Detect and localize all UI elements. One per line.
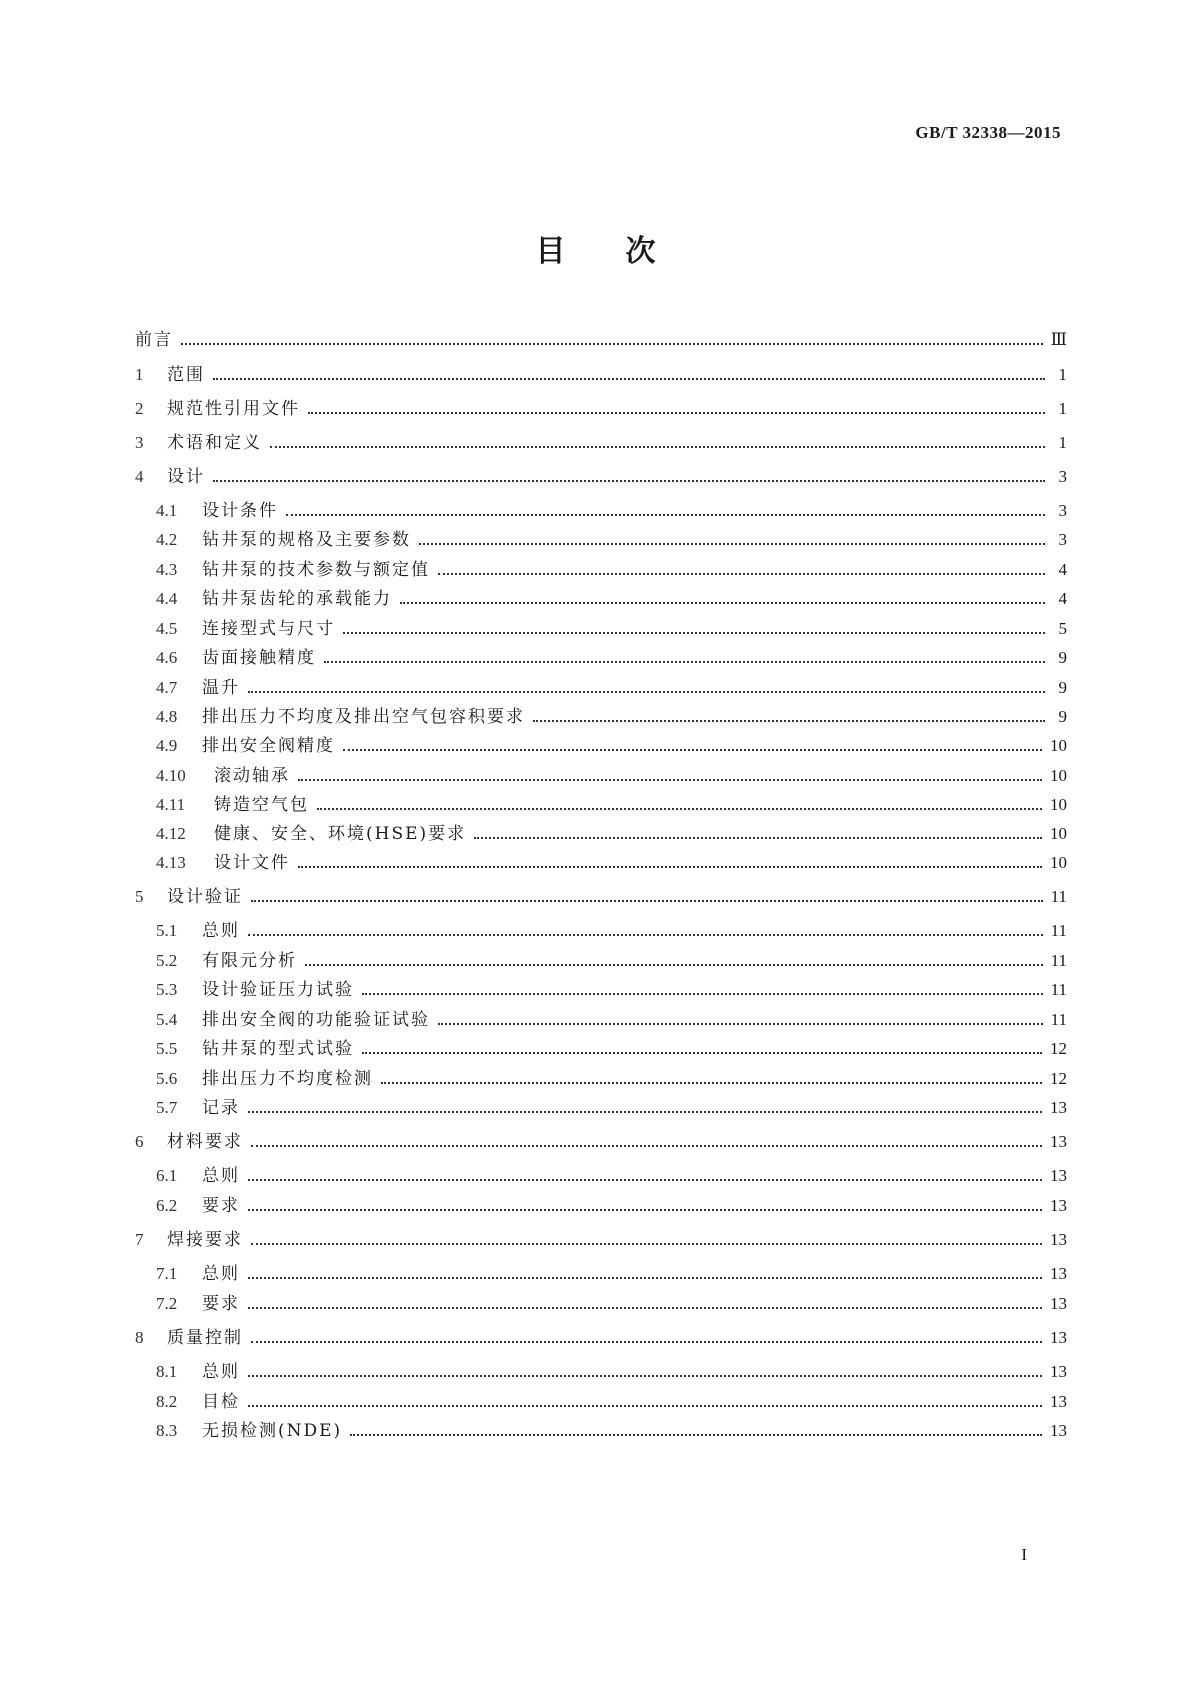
toc-dot-leader <box>213 377 1045 380</box>
toc-dot-leader <box>251 1242 1042 1245</box>
toc-entry-page: 10 <box>1050 853 1067 872</box>
toc-entry-page: 13 <box>1050 1196 1067 1215</box>
toc-entry-label: 有限元分析 <box>202 951 297 971</box>
toc-entry-label: 排出安全阀的功能验证试验 <box>202 1010 430 1030</box>
toc-dot-leader <box>251 1340 1042 1343</box>
toc-entry-page: 13 <box>1050 1230 1067 1249</box>
toc-entry-page: 10 <box>1050 795 1067 814</box>
toc-dot-leader <box>419 542 1045 545</box>
toc-entry-label: 钻井泵的技术参数与额定值 <box>202 560 430 580</box>
toc-entry-label: 连接型式与尺寸 <box>202 619 335 639</box>
toc-entry-number: 4.12 <box>156 824 186 843</box>
toc-entry[interactable] <box>156 1065 1067 1089</box>
toc-entry-number: 6.2 <box>156 1196 178 1215</box>
toc-entry-number: 6.1 <box>156 1166 178 1185</box>
toc-entry-label: 齿面接触精度 <box>202 648 316 668</box>
toc-entry[interactable] <box>156 1192 1067 1216</box>
toc-entry-number: 4.13 <box>156 853 186 872</box>
toc-dot-leader <box>248 1306 1042 1309</box>
toc-entry-label: 排出压力不均度检测 <box>202 1069 373 1089</box>
toc-entry[interactable] <box>156 556 1067 580</box>
toc-dot-leader <box>474 836 1042 839</box>
toc-entry-label: 设计验证压力试验 <box>202 980 354 1000</box>
toc-entry-number: 8 <box>135 1328 144 1347</box>
toc-dot-leader <box>248 1178 1042 1181</box>
toc-entry-label: 温升 <box>202 678 240 698</box>
toc-entry-page: 13 <box>1050 1392 1067 1411</box>
toc-entry-number: 5.5 <box>156 1039 178 1058</box>
toc-dot-leader <box>438 1022 1043 1025</box>
toc-entry-label: 焊接要求 <box>167 1230 243 1250</box>
toc-entry-page: 13 <box>1050 1328 1067 1347</box>
toc-entry-number: 5 <box>135 887 144 906</box>
toc-entry-label: 记录 <box>202 1098 240 1118</box>
toc-entry-label: 总则 <box>202 1362 240 1382</box>
standard-number: GB/T 32338—2015 <box>915 123 1061 142</box>
toc-entry-label: 钻井泵的型式试验 <box>202 1039 354 1059</box>
toc-title: 目次 <box>535 234 716 269</box>
toc-dot-leader <box>248 690 1045 693</box>
toc-dot-leader <box>381 1081 1042 1084</box>
toc-entry-label: 总则 <box>202 921 240 941</box>
toc-entry-page: 11 <box>1050 887 1067 906</box>
toc-entry-number: 4.4 <box>156 589 178 608</box>
toc-dot-leader <box>324 660 1045 663</box>
toc-entry-number: 1 <box>135 365 144 384</box>
toc-entry-number: 5.3 <box>156 980 178 999</box>
toc-dot-leader <box>251 899 1043 902</box>
toc-entry-number: 4.3 <box>156 560 178 579</box>
toc-entry-number: 8.1 <box>156 1362 178 1381</box>
toc-entry-number: 3 <box>135 433 144 452</box>
toc-entry-label: 无损检测(NDE) <box>202 1421 343 1441</box>
toc-entry-page: 11 <box>1050 921 1067 940</box>
toc-entry[interactable] <box>156 1094 1067 1118</box>
toc-entry-label: 术语和定义 <box>167 433 262 453</box>
toc-entry-number: 7 <box>135 1230 144 1249</box>
toc-entry-number: 5.6 <box>156 1069 178 1088</box>
toc-entry[interactable] <box>135 361 1067 385</box>
toc-entry-page: 3 <box>1058 530 1067 549</box>
toc-entry-page: 1 <box>1058 399 1067 418</box>
toc-entry-number: 4.6 <box>156 648 178 667</box>
toc-entry-number: 4.11 <box>156 795 186 814</box>
toc-entry[interactable] <box>135 326 1067 350</box>
toc-entry[interactable] <box>156 585 1067 609</box>
toc-entry-page: 9 <box>1058 707 1067 726</box>
toc-entry-page: 13 <box>1050 1132 1067 1151</box>
toc-dot-leader <box>248 1208 1042 1211</box>
toc-entry-label: 范围 <box>167 365 205 385</box>
toc-entry[interactable] <box>156 526 1067 550</box>
toc-entry-label: 材料要求 <box>167 1132 243 1152</box>
toc-dot-leader <box>438 572 1045 575</box>
toc-entry-label: 规范性引用文件 <box>167 399 300 419</box>
toc-entry-number: 7.1 <box>156 1264 178 1283</box>
toc-entry-label: 钻井泵齿轮的承载能力 <box>202 589 392 609</box>
toc-entry[interactable] <box>135 1324 1067 1348</box>
toc-entry[interactable] <box>156 947 1067 971</box>
toc-entry-page: Ⅲ <box>1050 330 1067 349</box>
toc-entry-label: 要求 <box>202 1196 240 1216</box>
toc-entry-page: 12 <box>1050 1069 1067 1088</box>
toc-entry-page: 5 <box>1058 619 1067 638</box>
toc-entry-number: 4.9 <box>156 736 178 755</box>
toc-entry-number: 4.8 <box>156 707 178 726</box>
toc-entry-number: 6 <box>135 1132 144 1151</box>
toc-entry-page: 13 <box>1050 1098 1067 1117</box>
toc-entry[interactable] <box>156 644 1067 668</box>
toc-entry[interactable] <box>156 703 1067 727</box>
toc-entry[interactable] <box>156 976 1067 1000</box>
toc-entry-number: 7.2 <box>156 1294 178 1313</box>
toc-entry[interactable] <box>135 395 1067 419</box>
toc-entry-page: 11 <box>1050 1010 1067 1029</box>
toc-entry-number: 4.2 <box>156 530 178 549</box>
toc-dot-leader <box>251 1144 1042 1147</box>
toc-entry[interactable] <box>156 497 1067 521</box>
toc-entry-label: 铸造空气包 <box>214 795 309 815</box>
toc-entry-page: 9 <box>1058 678 1067 697</box>
toc-entry-label: 前言 <box>135 330 173 350</box>
toc-entry-number: 4.1 <box>156 501 178 520</box>
toc-entry-page: 13 <box>1050 1362 1067 1381</box>
toc-entry-number: 4.5 <box>156 619 178 638</box>
toc-dot-leader <box>248 1276 1042 1279</box>
toc-entry[interactable] <box>135 883 1067 907</box>
toc-entry-page: 10 <box>1050 824 1067 843</box>
toc-entry-number: 5.2 <box>156 951 178 970</box>
toc-entry[interactable] <box>156 1388 1067 1412</box>
toc-dot-leader <box>286 513 1045 516</box>
page-number: I <box>1021 1545 1027 1564</box>
toc-entry[interactable] <box>156 849 1067 873</box>
toc-dot-leader <box>298 865 1042 868</box>
toc-entry-page: 12 <box>1050 1039 1067 1058</box>
toc-entry[interactable] <box>156 615 1067 639</box>
toc-dot-leader <box>248 1374 1042 1377</box>
toc-entry-page: 13 <box>1050 1421 1067 1440</box>
toc-dot-leader <box>213 479 1045 482</box>
toc-entry-label: 钻井泵的规格及主要参数 <box>202 530 411 550</box>
toc-dot-leader <box>308 411 1045 414</box>
toc-entry[interactable] <box>135 1226 1067 1250</box>
toc-dot-leader <box>362 992 1043 995</box>
toc-entry-number: 8.3 <box>156 1421 178 1440</box>
toc-entry-label: 健康、安全、环境(HSE)要求 <box>214 824 467 844</box>
toc-entry-number: 4 <box>135 467 144 486</box>
toc-entry-label: 设计文件 <box>214 853 290 873</box>
toc-entry-label: 总则 <box>202 1264 240 1284</box>
toc-entry-page: 4 <box>1058 589 1067 608</box>
toc-entry-label: 目检 <box>202 1392 240 1412</box>
toc-dot-leader <box>305 963 1043 966</box>
toc-entry[interactable] <box>156 762 1067 786</box>
toc-entry[interactable] <box>135 463 1067 487</box>
toc-dot-leader <box>317 807 1042 810</box>
toc-entry-label: 滚动轴承 <box>214 766 290 786</box>
toc-entry-page: 9 <box>1058 648 1067 667</box>
toc-entry-label: 排出安全阀精度 <box>202 736 335 756</box>
toc-entry-number: 8.2 <box>156 1392 178 1411</box>
toc-dot-leader <box>343 748 1042 751</box>
toc-entry-number: 4.10 <box>156 766 186 785</box>
toc-entry-page: 10 <box>1050 766 1067 785</box>
toc-entry-page: 11 <box>1050 951 1067 970</box>
toc-entry-page: 1 <box>1058 433 1067 452</box>
toc-entry[interactable] <box>156 1006 1067 1030</box>
toc-dot-leader <box>362 1051 1042 1054</box>
toc-entry-page: 1 <box>1058 365 1067 384</box>
toc-entry-label: 排出压力不均度及排出空气包容积要求 <box>202 707 525 727</box>
toc-entry[interactable] <box>156 1290 1067 1314</box>
toc-entry-page: 13 <box>1050 1294 1067 1313</box>
toc-entry-label: 质量控制 <box>167 1328 243 1348</box>
toc-entry-page: 13 <box>1050 1264 1067 1283</box>
toc-entry[interactable] <box>156 732 1067 756</box>
toc-entry-page: 3 <box>1058 501 1067 520</box>
toc-entry[interactable] <box>156 917 1067 941</box>
toc-entry[interactable] <box>156 1358 1067 1382</box>
toc-entry-label: 要求 <box>202 1294 240 1314</box>
toc-dot-leader <box>248 1110 1042 1113</box>
toc-entry-label: 总则 <box>202 1166 240 1186</box>
toc-entry[interactable] <box>156 1162 1067 1186</box>
toc-entry-number: 5.4 <box>156 1010 178 1029</box>
toc-entry[interactable] <box>156 1035 1067 1059</box>
toc-entry[interactable] <box>135 1128 1067 1152</box>
toc-entry-page: 4 <box>1058 560 1067 579</box>
toc-entry[interactable] <box>135 429 1067 453</box>
toc-dot-leader <box>298 778 1042 781</box>
toc-entry-number: 5.7 <box>156 1098 178 1117</box>
toc-entry[interactable] <box>156 791 1067 815</box>
toc-entry[interactable] <box>156 820 1067 844</box>
toc-entry[interactable] <box>156 674 1067 698</box>
toc-dot-leader <box>350 1433 1042 1436</box>
toc-entry-page: 3 <box>1058 467 1067 486</box>
toc-dot-leader <box>400 601 1045 604</box>
toc-entry-page: 13 <box>1050 1166 1067 1185</box>
toc-entry-page: 10 <box>1050 736 1067 755</box>
toc-entry-number: 4.7 <box>156 678 178 697</box>
toc-dot-leader <box>248 1404 1042 1407</box>
toc-entry-page: 11 <box>1050 980 1067 999</box>
toc-dot-leader <box>270 445 1045 448</box>
toc-dot-leader <box>343 631 1045 634</box>
toc-entry-number: 2 <box>135 399 144 418</box>
toc-entry-number: 5.1 <box>156 921 178 940</box>
toc-entry-label: 设计条件 <box>202 501 278 521</box>
toc-dot-leader <box>248 933 1043 936</box>
toc-entry[interactable] <box>156 1417 1067 1441</box>
toc-dot-leader <box>533 719 1045 722</box>
toc-entry-label: 设计 <box>167 467 205 487</box>
toc-dot-leader <box>181 342 1043 345</box>
toc-entry[interactable] <box>156 1260 1067 1284</box>
toc-entry-label: 设计验证 <box>167 887 243 907</box>
